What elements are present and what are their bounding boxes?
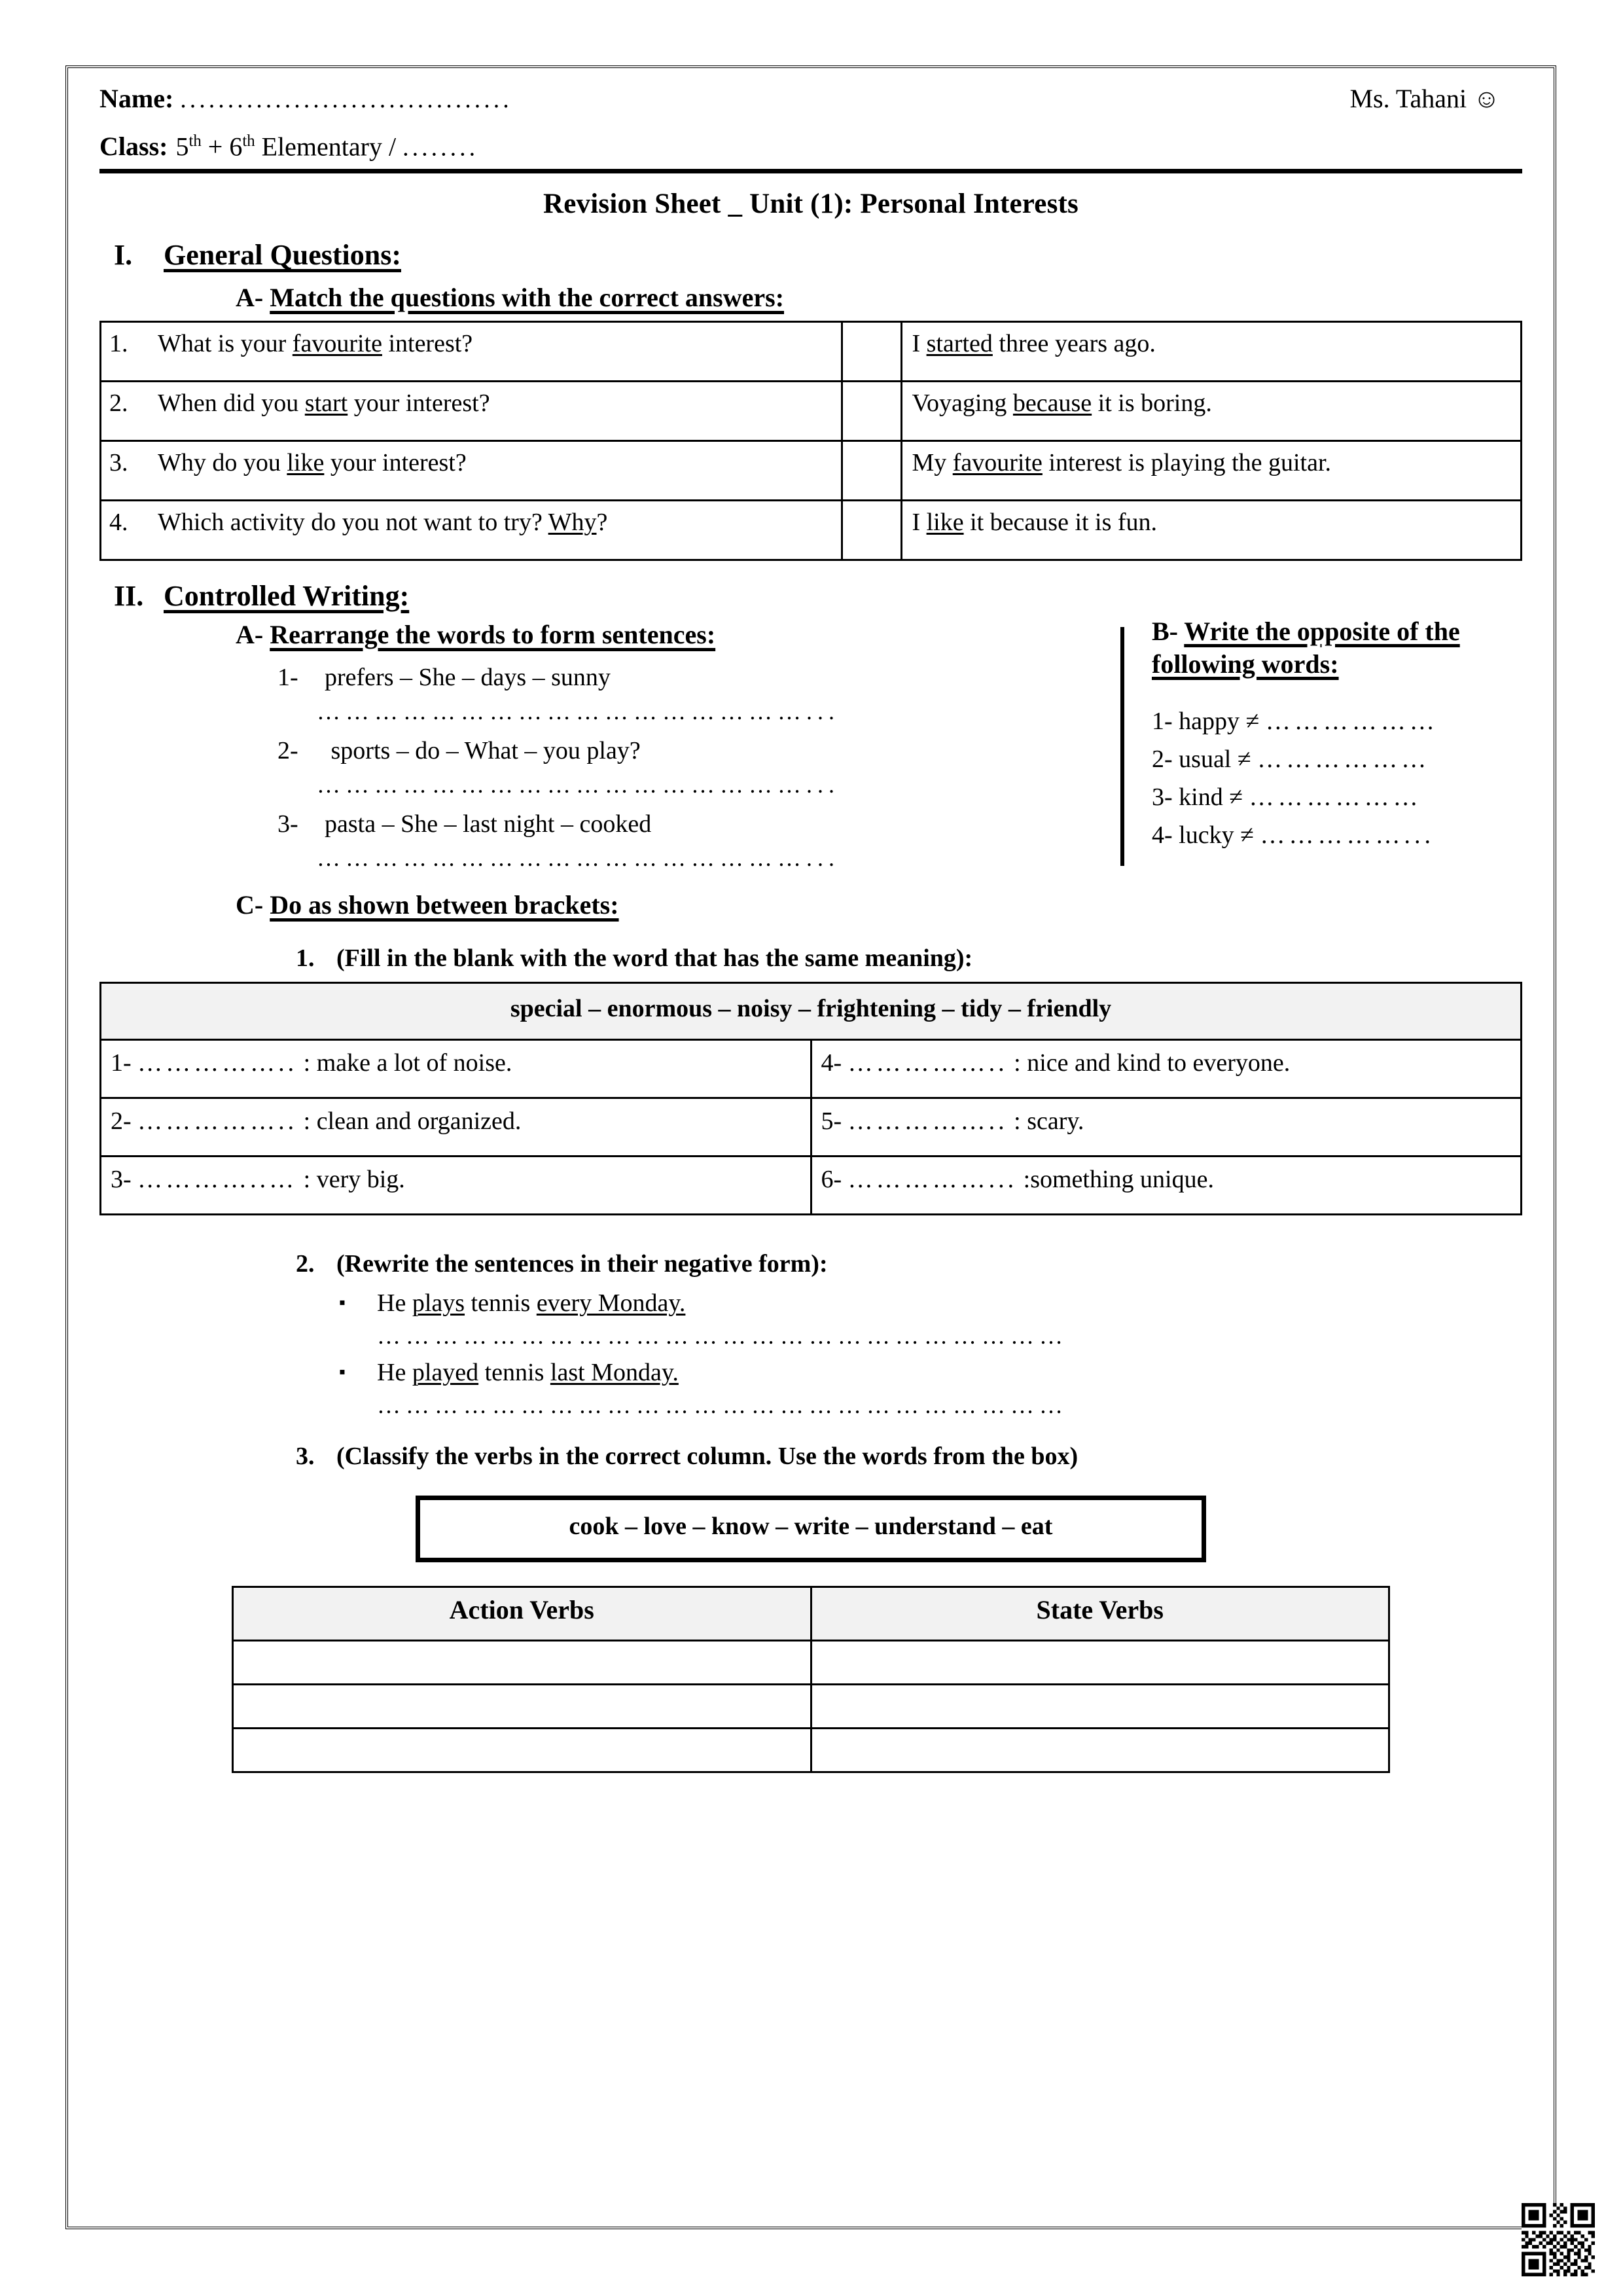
rearrange-number: 3- [277,810,298,838]
synonym-blank[interactable]: …………….. [137,1107,298,1136]
page-title: Revision Sheet _ Unit (1): Personal Interests [543,188,1079,220]
question-number: 2. [109,389,128,418]
synonym-definition: :something unique. [1023,1166,1214,1194]
name-blank[interactable]: ................................... [180,86,512,113]
q2-prompt [296,1249,1522,1278]
match-question-cell[interactable] [101,441,842,501]
synonym-number: 5- [821,1107,842,1136]
rearrange-answer-blank[interactable]: ……………………………………………... [317,846,840,870]
not-equal-icon: ≠ [1237,745,1251,774]
time-underline: every Monday. [536,1289,686,1318]
rearrange-heading [236,619,1120,650]
rearrange-number: 1- [277,664,298,692]
rearrange-answer-blank[interactable]: ……………………………………………... [317,773,840,797]
q1-prompt [296,944,1522,973]
section-ii-heading [99,579,1522,613]
verb-underline: played [412,1359,479,1387]
answer-keyword: like [926,509,964,537]
match-answer-cell[interactable]: I started three years ago. [902,322,1522,382]
q3-number: 3. [296,1443,315,1471]
name-label: Name: [99,84,174,113]
teacher-credit [1349,85,1522,113]
question-keyword: start [304,389,348,418]
answer-keyword: started [926,330,993,358]
synonym-cell[interactable] [101,1157,812,1215]
synonym-number: 4- [821,1049,842,1077]
table-row [233,1641,1389,1685]
opposite-blank[interactable]: ……………... [1260,821,1435,850]
opposites-heading [1152,615,1522,681]
q2-answer-blank[interactable]: ……………………………………………………………… [377,1393,1068,1418]
verbs-classify-table [232,1586,1390,1773]
table-row [101,382,1522,441]
section-i-numeral: I. [114,239,133,272]
not-equal-icon: ≠ [1245,708,1260,736]
opposite-word: happy [1179,708,1240,736]
controlled-writing-columns [99,615,1522,870]
opposite-blank[interactable]: ……………… [1249,783,1422,812]
table-row [101,1157,1522,1215]
q3-prompt-text: (Classify the verbs in the correct column. Use the words from the box) [336,1443,1079,1471]
opposite-item [1152,821,1522,850]
opposite-item [1152,745,1522,774]
synonym-cell[interactable] [811,1098,1522,1157]
header-divider [99,169,1522,173]
section-ii-numeral: II. [114,580,144,613]
header-name-row [99,85,1522,113]
bullet-icon: ▪ [339,1293,346,1314]
synonym-cell[interactable] [101,1098,812,1157]
match-answer-cell[interactable]: Voyaging because it is boring. [902,382,1522,441]
synonym-blank[interactable]: …………….. [847,1107,1008,1136]
class-field-group [99,133,478,161]
rearrange-block [99,615,1120,870]
question-text: When did you start your interest? [158,389,490,418]
opposites-heading-line1: Write the opposite of the [1184,617,1460,647]
q2-number: 2. [296,1250,315,1278]
verb-word-box: cook – love – know – write – understand – eat [416,1496,1206,1562]
table-row [101,441,1522,501]
synonym-cell[interactable] [811,1157,1522,1215]
opposite-word: usual [1179,745,1232,774]
answer-keyword: because [1012,389,1092,418]
opposite-number: 2- [1152,745,1173,774]
synonym-blank[interactable]: …………….. [137,1049,298,1077]
state-verb-cell[interactable] [811,1729,1389,1772]
opposite-number: 3- [1152,783,1173,812]
match-question-cell[interactable] [101,322,842,382]
question-keyword: Why [548,509,597,537]
question-text: Which activity do you not want to try? Why? [158,509,608,537]
opposite-word: kind [1179,783,1223,812]
match-question-cell[interactable] [101,501,842,560]
not-equal-icon: ≠ [1240,821,1254,850]
worksheet-page [65,65,1556,2229]
rearrange-heading-prefix: A- [236,620,270,650]
q1-prompt-text: (Fill in the blank with the word that has the same meaning): [336,944,973,973]
class-blank[interactable]: ........ [402,134,479,162]
table-row [101,983,1522,1040]
brackets-heading-prefix: C- [236,890,270,920]
opposite-word: lucky [1179,821,1234,850]
bullet-icon: ▪ [339,1362,346,1383]
question-keyword: like [287,449,325,477]
table-header-row [233,1587,1389,1641]
synonym-definition: : scary. [1014,1107,1084,1136]
synonym-cell[interactable] [811,1040,1522,1098]
synonym-definition: : very big. [303,1166,405,1194]
match-link-cell[interactable] [842,382,902,441]
synonym-number: 6- [821,1166,842,1194]
table-row [101,1098,1522,1157]
question-keyword: favourite [292,330,382,358]
q2-sentence [339,1358,1522,1387]
state-verb-cell[interactable] [811,1641,1389,1685]
class-rest: Elementary / [255,132,403,162]
match-link-cell[interactable] [842,441,902,501]
header-class-row [99,133,1522,161]
q3-prompt [296,1442,1522,1471]
class-label: Class: [99,132,168,162]
opposites-block [1124,615,1522,870]
grade-plus: + [201,132,230,162]
match-question-cell[interactable] [101,382,842,441]
opposites-heading-prefix: B- [1152,617,1185,647]
section-i-heading [99,238,1522,272]
rearrange-words: sports – do – What – you play? [325,737,641,765]
not-equal-icon: ≠ [1229,783,1243,812]
time-underline: last Monday. [550,1359,679,1387]
q2-prompt-text: (Rewrite the sentences in their negative form): [336,1250,828,1278]
action-verb-cell[interactable] [233,1641,812,1685]
question-text: Why do you like your interest? [158,449,467,477]
opposite-blank[interactable]: ……………… [1257,745,1431,774]
q2-answer-blank[interactable]: ……………………………………………………………… [377,1324,1068,1348]
synonym-definition: : clean and organized. [303,1107,522,1136]
match-link-cell[interactable] [842,501,902,560]
brackets-heading-text: Do as shown between brackets: [270,890,619,920]
action-verb-cell[interactable] [233,1685,812,1729]
table-row [233,1685,1389,1729]
synonym-blank[interactable]: …………..… [137,1166,298,1194]
question-text: What is your favourite interest? [158,330,473,358]
verb-underline: plays [412,1289,465,1318]
rearrange-number: 2- [277,737,298,765]
rearrange-words: prefers – She – days – sunny [325,664,611,692]
answer-keyword: favourite [952,449,1043,477]
synonym-definition: : nice and kind to everyone. [1014,1049,1291,1077]
synonym-cell[interactable] [101,1040,812,1098]
match-heading [236,282,1522,313]
rearrange-item [277,810,1120,838]
rearrange-item [277,736,1120,765]
question-number: 1. [109,330,128,358]
rearrange-item [277,663,1120,692]
synonym-number: 3- [111,1166,132,1194]
state-verb-cell[interactable] [811,1685,1389,1729]
column-header-action-verbs: Action Verbs [233,1587,812,1641]
match-link-cell[interactable] [842,322,902,382]
synonym-number: 2- [111,1107,132,1136]
table-row [101,501,1522,560]
question-number: 4. [109,509,128,537]
teacher-name: Ms. Tahani [1349,84,1467,113]
match-answer-cell[interactable]: I like it because it is fun. [902,501,1522,560]
smiley-icon: ☺ [1473,84,1500,113]
opposite-item [1152,783,1522,812]
name-field-group [99,85,512,113]
match-answer-cell[interactable]: My favourite interest is playing the guitar. [902,441,1522,501]
table-row [101,1040,1522,1098]
q2-sentence [339,1289,1522,1318]
synonym-definition: : make a lot of noise. [303,1049,512,1077]
opposite-number: 4- [1152,821,1173,850]
synonym-blank[interactable]: ……………... [847,1166,1018,1194]
question-number: 3. [109,449,128,477]
q2-sentence-text: He plays tennis every Monday. [377,1289,686,1318]
rearrange-answer-blank[interactable]: ……………………………………………... [317,700,840,724]
grade-6: 6 [229,132,243,162]
match-heading-prefix: A- [236,283,270,313]
opposites-heading-line2: following words: [1152,649,1339,679]
rearrange-words: pasta – She – last night – cooked [325,810,652,838]
class-value [175,133,478,161]
table-row [101,322,1522,382]
grade-5: 5 [175,132,189,162]
q1-number: 1. [296,944,315,973]
opposite-item [1152,707,1522,736]
section-ii-title: Controlled Writing: [164,580,410,613]
match-heading-text: Match the questions with the correct answers: [270,283,785,313]
column-header-state-verbs: State Verbs [811,1587,1389,1641]
synonyms-table [99,982,1522,1215]
q2-sentence-text: He played tennis last Monday. [377,1359,679,1387]
rearrange-heading-text: Rearrange the words to form sentences: [270,620,716,650]
brackets-heading [236,889,1522,920]
action-verb-cell[interactable] [233,1729,812,1772]
grade-5-sup: th [188,132,202,150]
opposite-number: 1- [1152,708,1173,736]
opposite-blank[interactable]: ……………… [1265,708,1438,736]
synonym-number: 1- [111,1049,132,1077]
grade-6-sup: th [242,132,255,150]
section-i-title: General Questions: [164,239,401,272]
word-bank-cell: special – enormous – noisy – frightening – tidy – friendly [101,983,1522,1040]
table-row [233,1729,1389,1772]
qr-code-icon[interactable] [1522,2203,1595,2276]
synonym-blank[interactable]: …………….. [847,1049,1008,1077]
match-table [99,321,1522,561]
